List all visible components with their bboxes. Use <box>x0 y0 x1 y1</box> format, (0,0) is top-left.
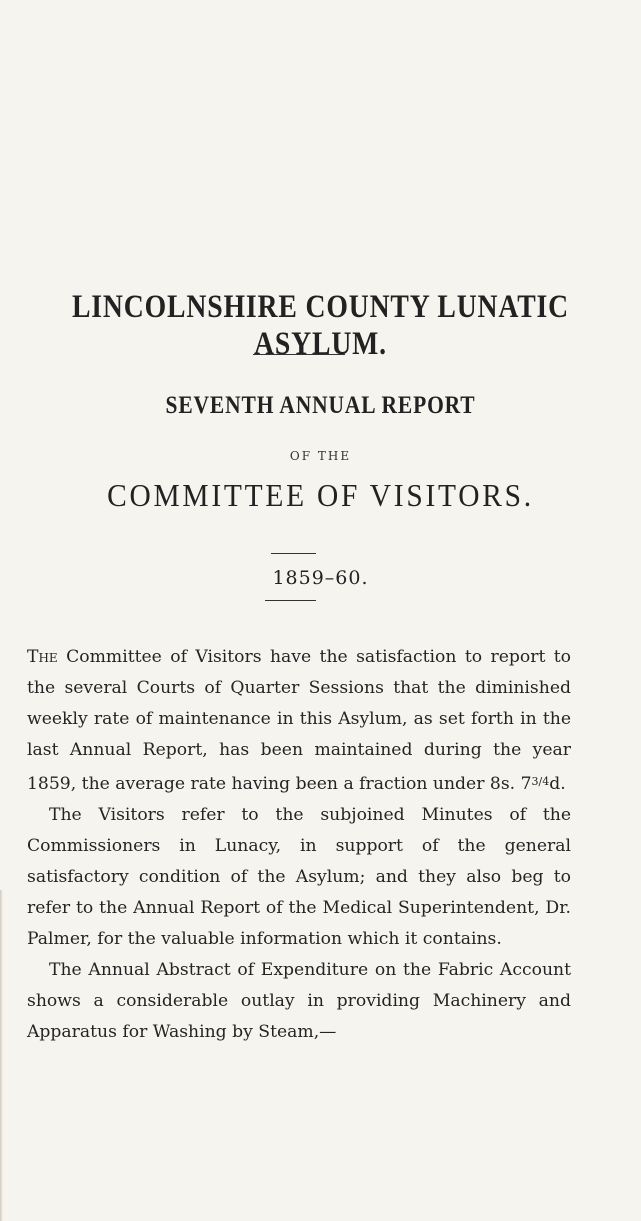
committee-heading: COMMITTEE OF VISITORS. <box>107 477 534 513</box>
paragraph-3: The Annual Abstract of Expenditure on the Fabric Account shows a considerable outlay in providing Machinery and Apparatus for Washing by Steam,— <box>27 960 571 1042</box>
paragraph-1-text: Committee of Visitors have the satisfaction to report to the several Courts of Quarter Sessions that the diminished weekly rate of maintenance in this Asylum, as set forth in the last Annual Report, has been maintained during the year 1859, the average rate having been a fraction under 8s. 7 <box>27 647 571 794</box>
of-the-text: OF THE <box>289 449 352 463</box>
paragraph-1-lead: The <box>27 647 58 667</box>
report-body <box>27 642 571 1048</box>
title-divider <box>253 354 345 355</box>
years-divider-top <box>271 553 316 554</box>
report-years: 1859–60. <box>272 567 369 589</box>
document-title: LINCOLNSHIRE COUNTY LUNATIC ASYLUM. <box>71 289 570 362</box>
years-divider-bottom <box>265 600 316 601</box>
paragraph-1-fraction: 3/4 <box>531 775 550 788</box>
report-subtitle: SEVENTH ANNUAL REPORT <box>165 392 476 419</box>
paragraph-2: The Visitors refer to the subjoined Minutes of the Commissioners in Lunacy, in support of the general satisfactory condition of the Asylum; and they also beg to refer to the Annual Report of the Medical Superintendent, Dr. Palmer, for the valuable information which it contains. <box>27 805 571 949</box>
paragraph-1-end: d. <box>549 774 566 794</box>
page-edge-shadow <box>0 890 3 1221</box>
paragraph-1 <box>27 642 571 800</box>
